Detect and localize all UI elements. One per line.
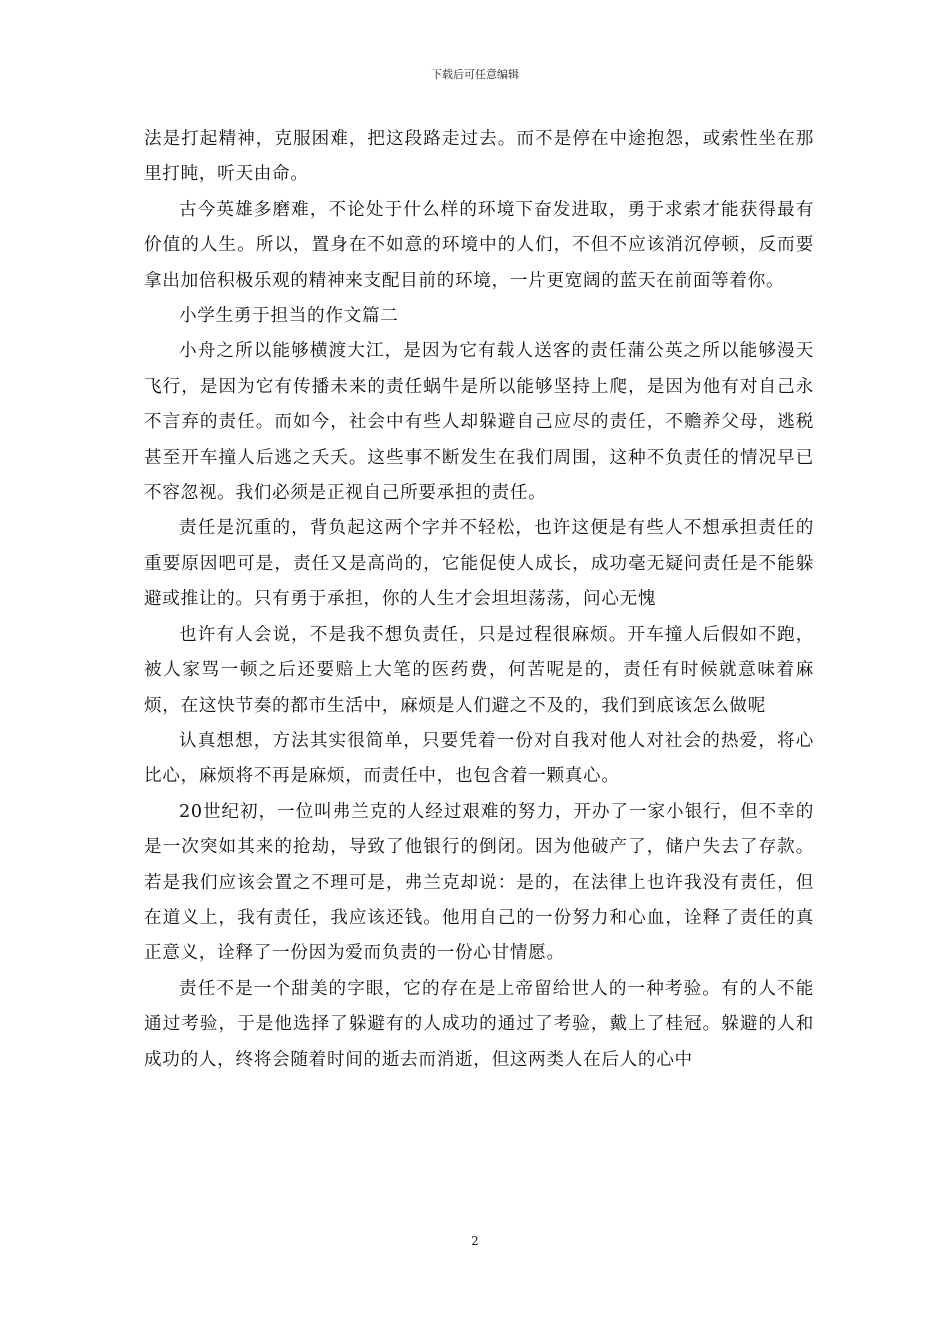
section-title: 小学生勇于担当的作文篇二 [179, 306, 399, 327]
paragraph: 小舟之所以能够横渡大江，是因为它有载人送客的责任蒲公英之所以能够漫天飞行，是因为它有传播未来的责任蜗牛是所以能够坚持上爬，是因为他有对自己永不言弃的责任。而如今，社会中有些人却躲避自己应尽的责任，不赡养父母，逃税甚至开车撞人后逃之夭夭。这些事不断发生在我们周围，这种不负责任的情况早已不容忽视。我们必须是正视自己所要承担的责任。 [144, 341, 814, 504]
paragraph: 也许有人会说，不是我不想负责任，只是过程很麻烦。开车撞人后假如不跑，被人家骂一顿之后还要赔上大笔的医药费，何苦呢是的，责任有时候就意味着麻烦，在这快节奏的都市生活中，麻烦是人们避之不及的，我们到底该怎么做呢 [144, 624, 814, 716]
paragraph: 古今英雄多磨难，不论处于什么样的环境下奋发进取，勇于求索才能获得最有价值的人生。所以，置身在不如意的环境中的人们，不但不应该消沉停顿，反而要拿出加倍积极乐观的精神来支配目前的环境，一片更宽阔的蓝天在前面等着你。 [144, 199, 814, 291]
paragraph-continuation: 法是打起精神，克服困难，把这段路走过去。而不是停在中途抱怨，或索性坐在那里打盹，听天由命。 [144, 129, 814, 185]
paragraph: 20世纪初，一位叫弗兰克的人经过艰难的努力，开办了一家小银行，但不幸的是一次突如其来的抢劫，导致了他银行的倒闭。因为他破产了，储户失去了存款。若是我们应该会置之不理可是，弗兰克却说：是的，在法律上也许我没有责任，但在道义上，我有责任，我应该还钱。他用自己的一份努力和心血，诠释了责任的真正意义，诠释了一份因为爱而负责的一份心甘情愿。 [144, 801, 814, 964]
page-header: 下载后可任意编辑 [431, 68, 519, 81]
paragraph: 责任是沉重的，背负起这两个字并不轻松，也许这便是有些人不想承担责任的重要原因吧可是，责任又是高尚的，它能促使人成长，成功毫无疑问责任是不能躲避或推让的。只有勇于承担，你的人生才会坦坦荡荡，问心无愧 [144, 518, 814, 610]
page-number: 2 [471, 1234, 479, 1248]
paragraph: 责任不是一个甜美的字眼，它的存在是上帝留给世人的一种考验。有的人不能通过考验，于是他选择了躲避有的人成功的通过了考验，戴上了桂冠。躲避的人和成功的人，终将会随着时间的逝去而消逝，但这两类人在后人的心中 [144, 978, 814, 1070]
paragraph: 认真想想，方法其实很简单，只要凭着一份对自我对他人对社会的热爱，将心比心，麻烦将不再是麻烦，而责任中，也包含着一颗真心。 [144, 730, 814, 787]
document-body [144, 122, 814, 1078]
